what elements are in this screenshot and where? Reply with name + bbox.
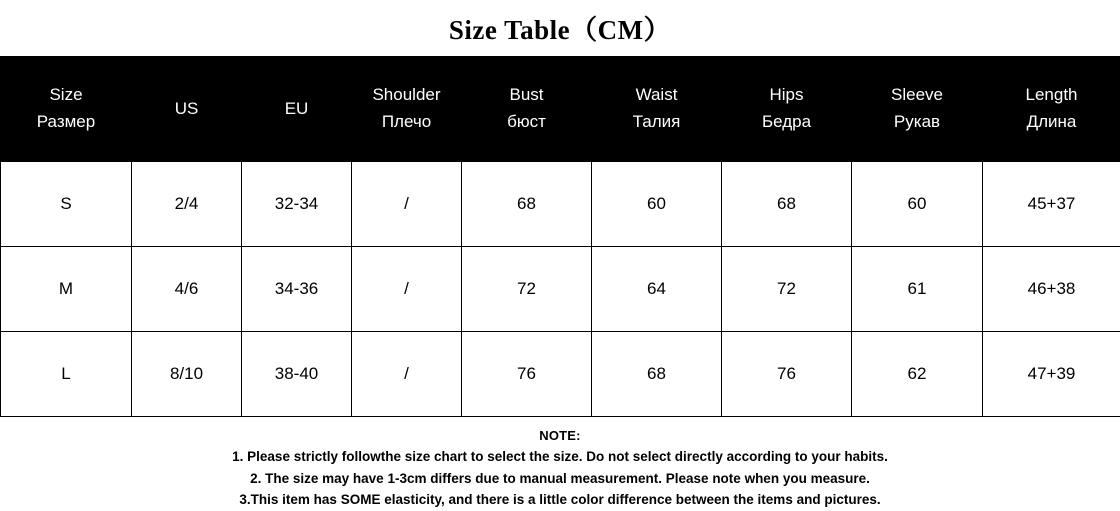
column-header-line1: US [134, 96, 239, 122]
cell-us: 4/6 [132, 246, 242, 331]
column-header-line2: Рукав [854, 109, 980, 135]
notes-section [0, 417, 1120, 511]
table-row [1, 246, 1120, 331]
cell-eu: 34-36 [242, 246, 352, 331]
note-line-3: 3.This item has SOME elasticity, and there is a little color difference between the items and pictures. [0, 489, 1120, 511]
cell-length: 45+37 [983, 161, 1120, 246]
cell-bust: 72 [462, 246, 592, 331]
column-header-hips [722, 56, 852, 161]
cell-shoulder: / [352, 161, 462, 246]
cell-length: 47+39 [983, 331, 1120, 416]
column-header-line1: Bust [464, 82, 589, 108]
cell-hips: 76 [722, 331, 852, 416]
column-header-sleeve [852, 56, 983, 161]
cell-size: S [1, 161, 132, 246]
cell-hips: 68 [722, 161, 852, 246]
column-header-line1: Size [3, 82, 129, 108]
cell-bust: 68 [462, 161, 592, 246]
note-line-1: 1. Please strictly followthe size chart to select the size. Do not select directly according to your habits. [0, 446, 1120, 468]
page-title: Size Table（CM） [0, 0, 1120, 56]
table-row [1, 161, 1120, 246]
column-header-bust [462, 56, 592, 161]
note-line-2: 2. The size may have 1-3cm differs due to manual measurement. Please note when you measure. [0, 468, 1120, 490]
column-header-line1: Shoulder [354, 82, 459, 108]
column-header-size [1, 56, 132, 161]
column-header-line2: Талия [594, 109, 719, 135]
table-row [1, 331, 1120, 416]
column-header-line1: EU [244, 96, 349, 122]
cell-sleeve: 60 [852, 161, 983, 246]
cell-waist: 60 [592, 161, 722, 246]
size-table [0, 56, 1120, 417]
cell-sleeve: 61 [852, 246, 983, 331]
cell-size: M [1, 246, 132, 331]
column-header-line1: Hips [724, 82, 849, 108]
column-header-length [983, 56, 1120, 161]
column-header-shoulder [352, 56, 462, 161]
cell-length: 46+38 [983, 246, 1120, 331]
cell-shoulder: / [352, 331, 462, 416]
cell-hips: 72 [722, 246, 852, 331]
column-header-us [132, 56, 242, 161]
table-header-row [1, 56, 1120, 161]
column-header-eu [242, 56, 352, 161]
cell-shoulder: / [352, 246, 462, 331]
column-header-line2: бюст [464, 109, 589, 135]
cell-bust: 76 [462, 331, 592, 416]
table-header [1, 56, 1120, 161]
notes-heading: NOTE: [0, 425, 1120, 446]
cell-size: L [1, 331, 132, 416]
cell-sleeve: 62 [852, 331, 983, 416]
cell-waist: 68 [592, 331, 722, 416]
column-header-line1: Waist [594, 82, 719, 108]
column-header-line1: Sleeve [854, 82, 980, 108]
column-header-line1: Length [985, 82, 1118, 108]
cell-us: 8/10 [132, 331, 242, 416]
column-header-line2: Бедра [724, 109, 849, 135]
cell-eu: 32-34 [242, 161, 352, 246]
table-body [1, 161, 1120, 416]
cell-waist: 64 [592, 246, 722, 331]
cell-us: 2/4 [132, 161, 242, 246]
column-header-line2: Длина [985, 109, 1118, 135]
column-header-line2: Плечо [354, 109, 459, 135]
column-header-line2: Размер [3, 109, 129, 135]
column-header-waist [592, 56, 722, 161]
cell-eu: 38-40 [242, 331, 352, 416]
